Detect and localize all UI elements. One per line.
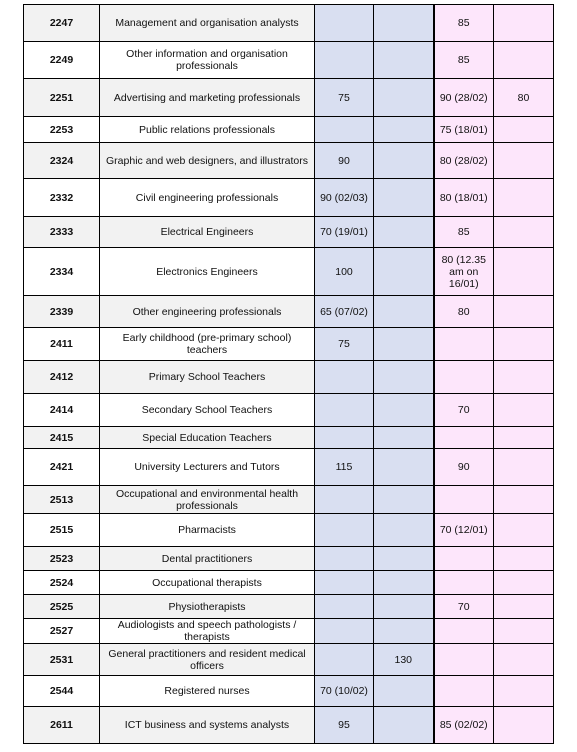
table-row <box>24 707 554 744</box>
occupation-name: Early childhood (pre-primary school) teachers <box>100 328 315 361</box>
value-col-3 <box>315 619 374 644</box>
occupation-code: 2415 <box>24 427 100 449</box>
occupation-code: 2611 <box>24 707 100 744</box>
value-col-4 <box>374 676 434 707</box>
table-row <box>24 595 554 619</box>
value-col-5 <box>434 676 494 707</box>
value-col-4 <box>374 427 434 449</box>
value-col-6 <box>494 179 554 217</box>
table-row <box>24 394 554 427</box>
occupation-name: Public relations professionals <box>100 117 315 143</box>
value-col-3: 95 <box>315 707 374 744</box>
occupation-name: Management and organisation analysts <box>100 5 315 42</box>
value-col-5: 80 (18/01) <box>434 179 494 217</box>
occupation-code: 2249 <box>24 42 100 79</box>
occupation-name: Electrical Engineers <box>100 217 315 248</box>
value-col-3: 115 <box>315 449 374 486</box>
value-col-6 <box>494 394 554 427</box>
value-col-4 <box>374 248 434 296</box>
occupation-name: Occupational and environmental health professionals <box>100 486 315 514</box>
value-col-5: 85 (02/02) <box>434 707 494 744</box>
value-col-3 <box>315 361 374 394</box>
value-col-4 <box>374 547 434 571</box>
value-col-6 <box>494 619 554 644</box>
table-row <box>24 427 554 449</box>
occupation-code: 2253 <box>24 117 100 143</box>
table-row <box>24 217 554 248</box>
value-col-6 <box>494 42 554 79</box>
occupation-name: Civil engineering professionals <box>100 179 315 217</box>
value-col-5: 85 <box>434 217 494 248</box>
occupation-name: Pharmacists <box>100 514 315 547</box>
value-col-3: 70 (19/01) <box>315 217 374 248</box>
value-col-3 <box>315 486 374 514</box>
value-col-4 <box>374 361 434 394</box>
value-col-4 <box>374 143 434 179</box>
occupation-name: Secondary School Teachers <box>100 394 315 427</box>
value-col-4 <box>374 394 434 427</box>
occupation-code: 2544 <box>24 676 100 707</box>
occupation-code: 2339 <box>24 296 100 328</box>
table-row <box>24 547 554 571</box>
value-col-4 <box>374 117 434 143</box>
value-col-4 <box>374 707 434 744</box>
value-col-6 <box>494 486 554 514</box>
value-col-4 <box>374 328 434 361</box>
occupation-name: Advertising and marketing professionals <box>100 79 315 117</box>
value-col-3 <box>315 514 374 547</box>
occupation-name: Other engineering professionals <box>100 296 315 328</box>
value-col-4 <box>374 595 434 619</box>
table-row <box>24 486 554 514</box>
value-col-3: 100 <box>315 248 374 296</box>
value-col-3 <box>315 117 374 143</box>
value-col-4 <box>374 571 434 595</box>
occupation-name: Special Education Teachers <box>100 427 315 449</box>
value-col-6 <box>494 328 554 361</box>
occupation-name: Primary School Teachers <box>100 361 315 394</box>
occupation-name: Occupational therapists <box>100 571 315 595</box>
value-col-5: 70 <box>434 394 494 427</box>
occupation-code: 2334 <box>24 248 100 296</box>
value-col-5 <box>434 427 494 449</box>
table-row <box>24 296 554 328</box>
value-col-6 <box>494 644 554 676</box>
value-col-6: 80 <box>494 79 554 117</box>
occupation-name: Audiologists and speech pathologists / therapists <box>100 619 315 644</box>
value-col-5 <box>434 571 494 595</box>
value-col-5 <box>434 547 494 571</box>
occupation-code: 2525 <box>24 595 100 619</box>
occupation-name: ICT business and systems analysts <box>100 707 315 744</box>
value-col-5: 80 (28/02) <box>434 143 494 179</box>
occupation-name: General practitioners and resident medical officers <box>100 644 315 676</box>
value-col-4 <box>374 217 434 248</box>
value-col-6 <box>494 217 554 248</box>
value-col-4 <box>374 179 434 217</box>
value-col-5: 90 <box>434 449 494 486</box>
value-col-4 <box>374 42 434 79</box>
occupation-name: Physiotherapists <box>100 595 315 619</box>
value-col-5 <box>434 486 494 514</box>
occupation-code: 2412 <box>24 361 100 394</box>
value-col-6 <box>494 248 554 296</box>
table-row <box>24 644 554 676</box>
table-row <box>24 143 554 179</box>
occupation-name: Registered nurses <box>100 676 315 707</box>
value-col-5: 80 <box>434 296 494 328</box>
occupation-name: University Lecturers and Tutors <box>100 449 315 486</box>
occupation-name: Other information and organisation professionals <box>100 42 315 79</box>
value-col-6 <box>494 676 554 707</box>
value-col-6 <box>494 514 554 547</box>
table-row <box>24 5 554 42</box>
occupation-code: 2324 <box>24 143 100 179</box>
value-col-4 <box>374 486 434 514</box>
value-col-5 <box>434 328 494 361</box>
occupation-code: 2251 <box>24 79 100 117</box>
value-col-3 <box>315 595 374 619</box>
value-col-3: 90 <box>315 143 374 179</box>
table-row <box>24 42 554 79</box>
value-col-3: 75 <box>315 328 374 361</box>
occupation-code: 2513 <box>24 486 100 514</box>
value-col-5: 80 (12.35 am on 16/01) <box>434 248 494 296</box>
table-row <box>24 179 554 217</box>
value-col-4 <box>374 619 434 644</box>
value-col-5 <box>434 619 494 644</box>
value-col-3 <box>315 5 374 42</box>
occupation-code: 2421 <box>24 449 100 486</box>
table-row <box>24 514 554 547</box>
value-col-3 <box>315 42 374 79</box>
occupation-name: Electronics Engineers <box>100 248 315 296</box>
occupation-name: Graphic and web designers, and illustrators <box>100 143 315 179</box>
value-col-5: 70 (12/01) <box>434 514 494 547</box>
value-col-6 <box>494 707 554 744</box>
value-col-5: 85 <box>434 42 494 79</box>
table-row <box>24 619 554 644</box>
value-col-6 <box>494 5 554 42</box>
value-col-3: 90 (02/03) <box>315 179 374 217</box>
value-col-3 <box>315 571 374 595</box>
value-col-5 <box>434 361 494 394</box>
value-col-3 <box>315 427 374 449</box>
value-col-4 <box>374 5 434 42</box>
value-col-6 <box>494 427 554 449</box>
value-col-4 <box>374 514 434 547</box>
occupation-code: 2332 <box>24 179 100 217</box>
table-row <box>24 361 554 394</box>
value-col-6 <box>494 571 554 595</box>
table-row <box>24 676 554 707</box>
value-col-5: 85 <box>434 5 494 42</box>
occupation-code: 2333 <box>24 217 100 248</box>
value-col-4: 130 <box>374 644 434 676</box>
value-col-6 <box>494 143 554 179</box>
occupation-code: 2414 <box>24 394 100 427</box>
table-row <box>24 117 554 143</box>
occupation-code: 2523 <box>24 547 100 571</box>
table-row <box>24 79 554 117</box>
value-col-5: 75 (18/01) <box>434 117 494 143</box>
value-col-5: 90 (28/02) <box>434 79 494 117</box>
table-body <box>24 5 554 744</box>
value-col-5: 70 <box>434 595 494 619</box>
value-col-6 <box>494 449 554 486</box>
value-col-6 <box>494 296 554 328</box>
value-col-6 <box>494 547 554 571</box>
value-col-4 <box>374 79 434 117</box>
value-col-6 <box>494 595 554 619</box>
table-row <box>24 248 554 296</box>
occupation-code: 2527 <box>24 619 100 644</box>
value-col-3: 75 <box>315 79 374 117</box>
occupation-name: Dental practitioners <box>100 547 315 571</box>
value-col-6 <box>494 361 554 394</box>
value-col-4 <box>374 296 434 328</box>
value-col-3 <box>315 644 374 676</box>
occupation-code: 2524 <box>24 571 100 595</box>
value-col-6 <box>494 117 554 143</box>
value-col-3 <box>315 394 374 427</box>
table-row <box>24 449 554 486</box>
value-col-3 <box>315 547 374 571</box>
table-row <box>24 571 554 595</box>
value-col-4 <box>374 449 434 486</box>
occupation-code: 2531 <box>24 644 100 676</box>
occupation-code: 2515 <box>24 514 100 547</box>
value-col-3: 65 (07/02) <box>315 296 374 328</box>
occupation-code: 2411 <box>24 328 100 361</box>
value-col-3: 70 (10/02) <box>315 676 374 707</box>
table-row <box>24 328 554 361</box>
value-col-5 <box>434 644 494 676</box>
occupation-code: 2247 <box>24 5 100 42</box>
occupation-table <box>23 4 554 744</box>
